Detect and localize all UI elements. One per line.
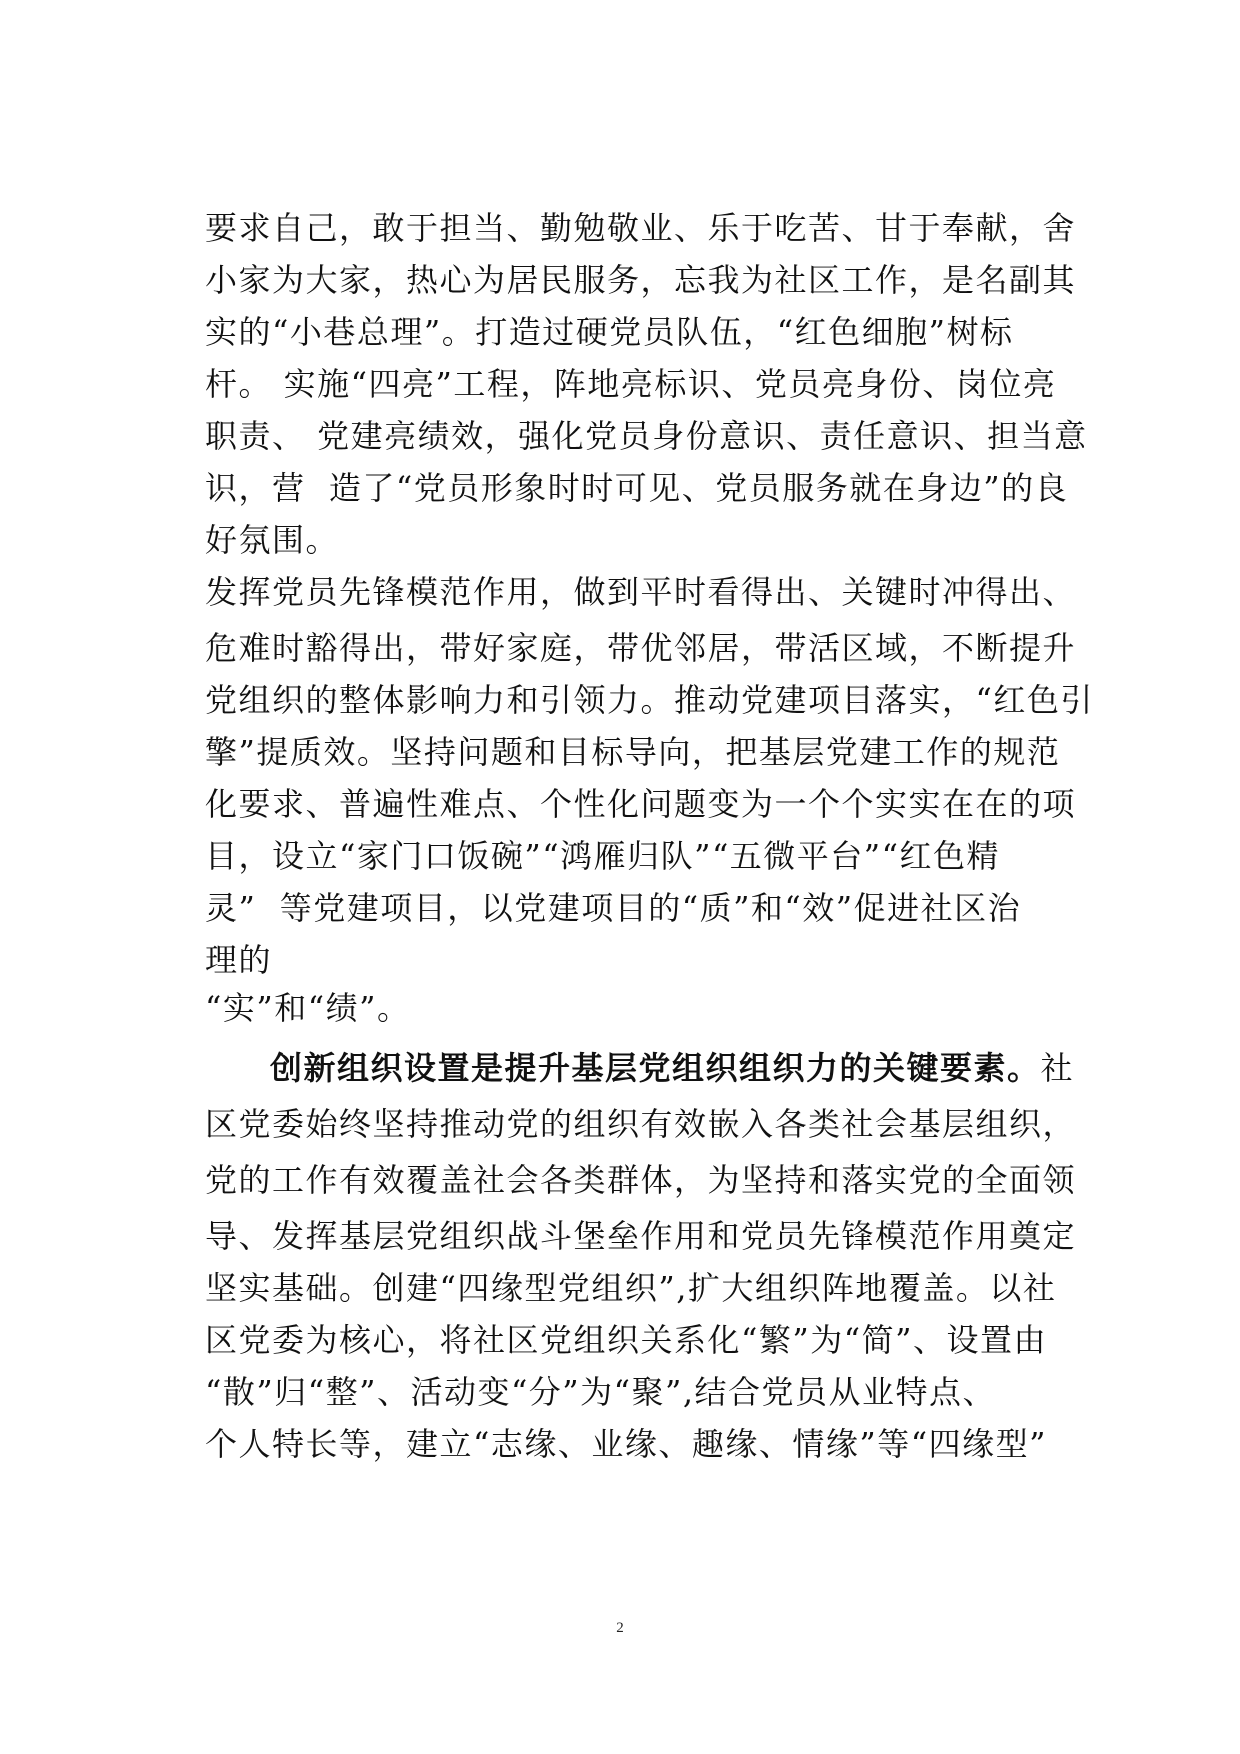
text-line: 擎”提质效。坚持问题和目标导向，把基层党建工作的规范 xyxy=(205,733,1061,771)
section-bold-lead: 创新组织设置是提升基层党组织组织力的关键要素。 xyxy=(270,1049,1041,1087)
text-line: 区党委始终坚持推动党的组织有效嵌入各类社会基层组织， xyxy=(205,1105,1077,1143)
text-line: 要求自己，敢于担当、勤勉敬业、乐于吃苦、甘于奉献，舍 xyxy=(205,209,1077,247)
text-line: 识，营 造了“党员形象时时可见、党员服务就在身边”的良 xyxy=(205,469,1069,507)
text-line: 区党委为核心，将社区党组织关系化“繁”为“简”、设置由 xyxy=(205,1321,1047,1359)
text-line: 小家为大家，热心为居民服务，忘我为社区工作，是名副其 xyxy=(205,261,1077,299)
text-line: 危难时豁得出，带好家庭，带优邻居，带活区域，不断提升 xyxy=(205,629,1077,667)
text-line: 党组织的整体影响力和引领力。推动党建项目落实，“红色引 xyxy=(205,681,1094,719)
text-line: “实”和“绩”。 xyxy=(205,989,411,1027)
text-line: 发挥党员先锋模范作用，做到平时看得出、关键时冲得出、 xyxy=(205,573,1077,611)
text-line: 个人特长等，建立“志缘、业缘、趣缘、情缘”等“四缘型” xyxy=(205,1425,1047,1463)
text-line: 杆。 实施“四亮”工程，阵地亮标识、党员亮身份、岗位亮 xyxy=(205,365,1057,403)
text-line: 好氛围。 xyxy=(205,521,340,559)
text-line: 职责、 党建亮绩效，强化党员身份意识、责任意识、担当意 xyxy=(205,417,1088,455)
section-lead-rest: 社 xyxy=(1040,1049,1075,1087)
text-line: 党的工作有效覆盖社会各类群体，为坚持和落实党的全面领 xyxy=(205,1161,1077,1199)
section-heading-line xyxy=(270,1045,1170,1091)
text-line: 导、发挥基层党组织战斗堡垒作用和党员先锋模范作用奠定 xyxy=(205,1217,1077,1255)
text-line: 目，设立“家门口饭碗”“鸿雁归队”“五微平台”“红色精 xyxy=(205,837,1001,875)
text-line: 坚实基础。创建“四缘型党组织”,扩大组织阵地覆盖。以社 xyxy=(205,1269,1057,1307)
page-number: 2 xyxy=(616,1620,624,1636)
text-line: 理的 xyxy=(205,941,273,979)
text-line: “散”归“整”、活动变“分”为“聚”,结合党员从业特点、 xyxy=(205,1373,997,1411)
text-line: 化要求、普遍性难点、个性化问题变为一个个实实在在的项 xyxy=(205,785,1077,823)
text-line: 灵” 等党建项目，以党建项目的“质”和“效”促进社区治 xyxy=(205,889,1022,927)
text-line: 实的“小巷总理”。打造过硬党员队伍，“红色细胞”树标 xyxy=(205,313,1014,351)
